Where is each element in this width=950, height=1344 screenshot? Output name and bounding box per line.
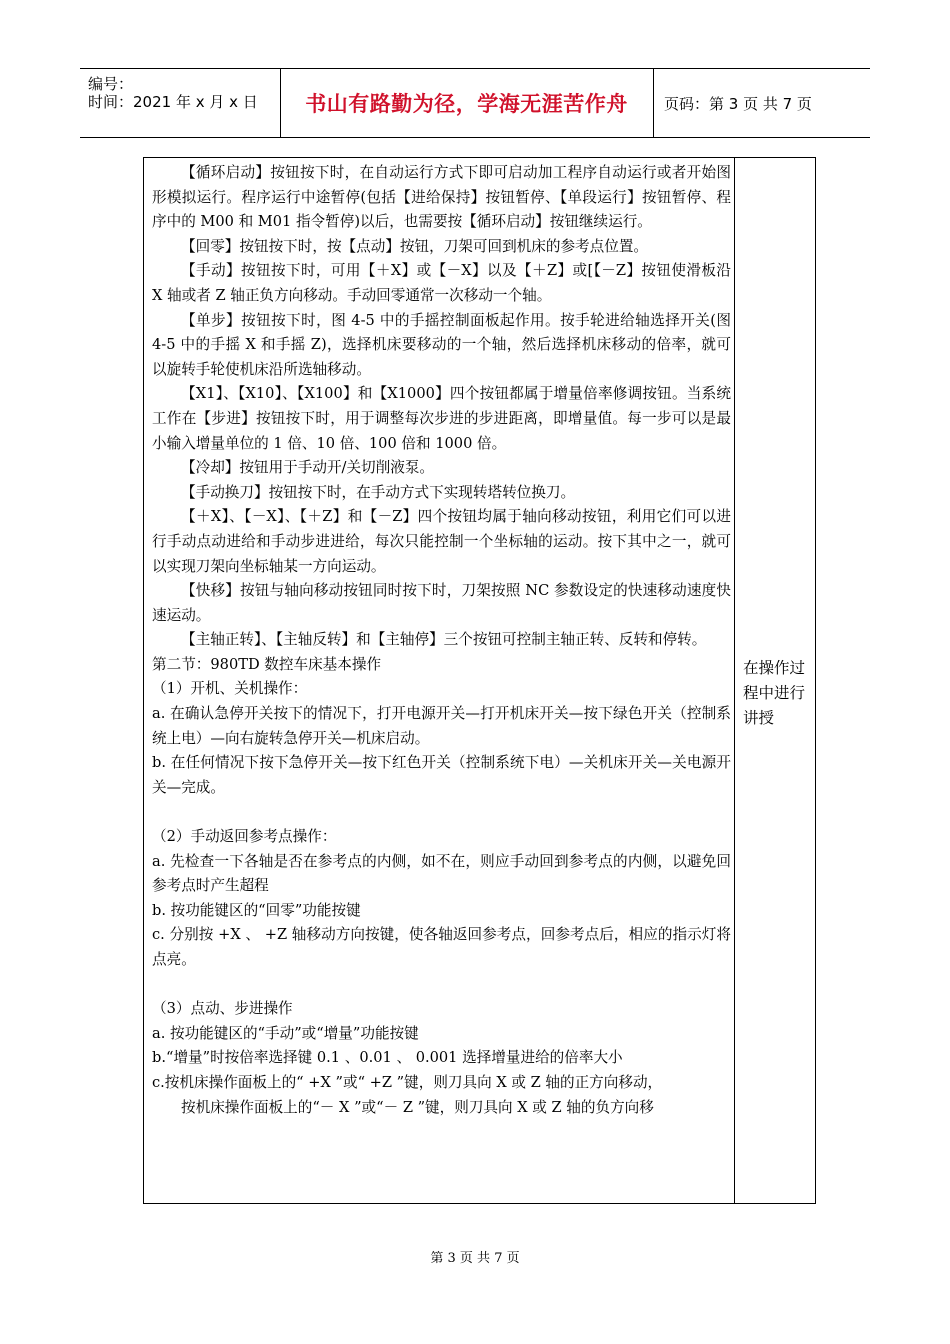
header-motto: 书山有路勤为径，学海无涯苦作舟 — [305, 92, 628, 116]
body-paragraph: （1）开机、关机操作： — [152, 680, 308, 698]
body-paragraph: 【手动换刀】按钮按下时，在手动方式下实现转塔转位换刀。 — [181, 483, 576, 501]
body-paragraph: b. 在任何情况下按下急停开关—按下红色开关（控制系统下电）—关机床开关—关电源开关—完成。 — [152, 754, 731, 796]
body-paragraph: 【循环启动】按钮按下时，在自动运行方式下即可启动加工程序自动运行或者开始图形模拟运行。程序运行中途暂停(包括【进给保持】按钮暂停、【单段运行】按钮暂停、程序中的 M00 和 M01 指令暂停)以后，也需要按【循环启动】按钮继续运行。 — [152, 164, 731, 231]
body-paragraph: 【主轴正转】、【主轴反转】和【主轴停】三个按钮可控制主轴正转、反转和停转。 — [181, 631, 707, 649]
lesson-content — [144, 158, 734, 1120]
blank-line — [152, 800, 731, 825]
body-paragraph: （2）手动返回参考点操作： — [152, 828, 337, 846]
lesson-content-cell — [144, 158, 735, 1203]
body-paragraph: 【单步】按钮按下时，图 4-5 中的手摇控制面板起作用。按手轮进给轴选择开关(图 4-5 中的手摇 X 和手摇 Z)，选择机床要移动的一个轴，然后选择机床移动的倍率，就可以旋转手轮使机床沿所选轴移动。 — [152, 311, 731, 378]
body-paragraph: （3）点动、步进操作 — [152, 1000, 293, 1018]
teaching-note: 在操作过程中进行讲授 — [743, 659, 806, 727]
page-header — [80, 68, 870, 138]
body-paragraph: c.按机床操作面板上的“ +X ”或“ +Z ”键，则刀具向 X 或 Z 轴的正方向移动， — [152, 1073, 663, 1091]
body-paragraph: a. 先检查一下各轴是否在参考点的内侧，如不在，则应手动回到参考点的内侧，以避免回参考点时产生超程 — [152, 852, 731, 895]
document-number-label: 编号： — [88, 75, 134, 93]
body-paragraph: b.“增量”时按倍率选择键 0.1 、0.01 、 0.001 选择增量进给的倍率大小 — [152, 1049, 623, 1067]
body-paragraph: 【手动】按钮按下时，可用【＋X】或【－X】以及【＋Z】或[【－Z】按钮使滑板沿 X 轴或者 Z 轴正负方向移动。手动回零通常一次移动一个轴。 — [152, 262, 731, 304]
document-date-label: 时间：2021 年 x 月 x 日 — [88, 93, 258, 111]
body-paragraph: 按机床操作面板上的“－ X ”或“－ Z ”键，则刀具向 X 或 Z 轴的负方向移 — [181, 1098, 654, 1116]
body-paragraph: 【＋X】、【－X】、【＋Z】和【－Z】四个按钮均属于轴向移动按钮，利用它们可以进行手动点动进给和手动步进进给，每次只能控制一个坐标轴的运动。按下其中之一，就可以实现刀架向坐标轴某一方向运动。 — [152, 508, 731, 575]
header-page-code: 页码：第 3 页 共 7 页 — [664, 94, 812, 113]
body-paragraph: a. 在确认急停开关按下的情况下，打开电源开关—打开机床开关—按下绿色开关（控制系统上电）—向右旋转急停开关—机床启动。 — [152, 705, 731, 747]
body-paragraph: a. 按功能键区的“手动”或“增量”功能按键 — [152, 1024, 419, 1042]
body-paragraph: 【回零】按钮按下时，按【点动】按钮，刀架可回到机床的参考点位置。 — [181, 237, 649, 255]
body-paragraph: 【快移】按钮与轴向移动按钮同时按下时，刀架按照 NC 参数设定的快速移动速度快速运动。 — [152, 582, 731, 624]
body-paragraph: 第二节：980TD 数控车床基本操作 — [152, 655, 382, 673]
body-paragraph: c. 分别按 +X 、 +Z 轴移动方向按键，使各轴返回参考点，回参考点后，相应的指示灯将点亮。 — [152, 926, 731, 968]
body-paragraph: 【X1】、【X10】、【X100】和【X1000】四个按钮都属于增量倍率修调按钮。当系统工作在【步进】按钮按下时，用于调整每次步进的步进距离，即增量值。每一步可以是最小输入增量单位的 1 倍、10 倍、100 倍和 1000 倍。 — [152, 385, 731, 452]
header-meta — [80, 69, 281, 137]
page-footer: 第 3 页 共 7 页 — [430, 1251, 520, 1266]
header-motto-cell — [280, 69, 654, 137]
blank-line — [152, 973, 731, 998]
teaching-note-cell — [735, 158, 815, 1203]
body-paragraph: b. 按功能键区的“回零”功能按键 — [152, 901, 361, 919]
body-paragraph: 【冷却】按钮用于手动开/关切削液泵。 — [181, 459, 435, 477]
lesson-table — [143, 157, 816, 1204]
